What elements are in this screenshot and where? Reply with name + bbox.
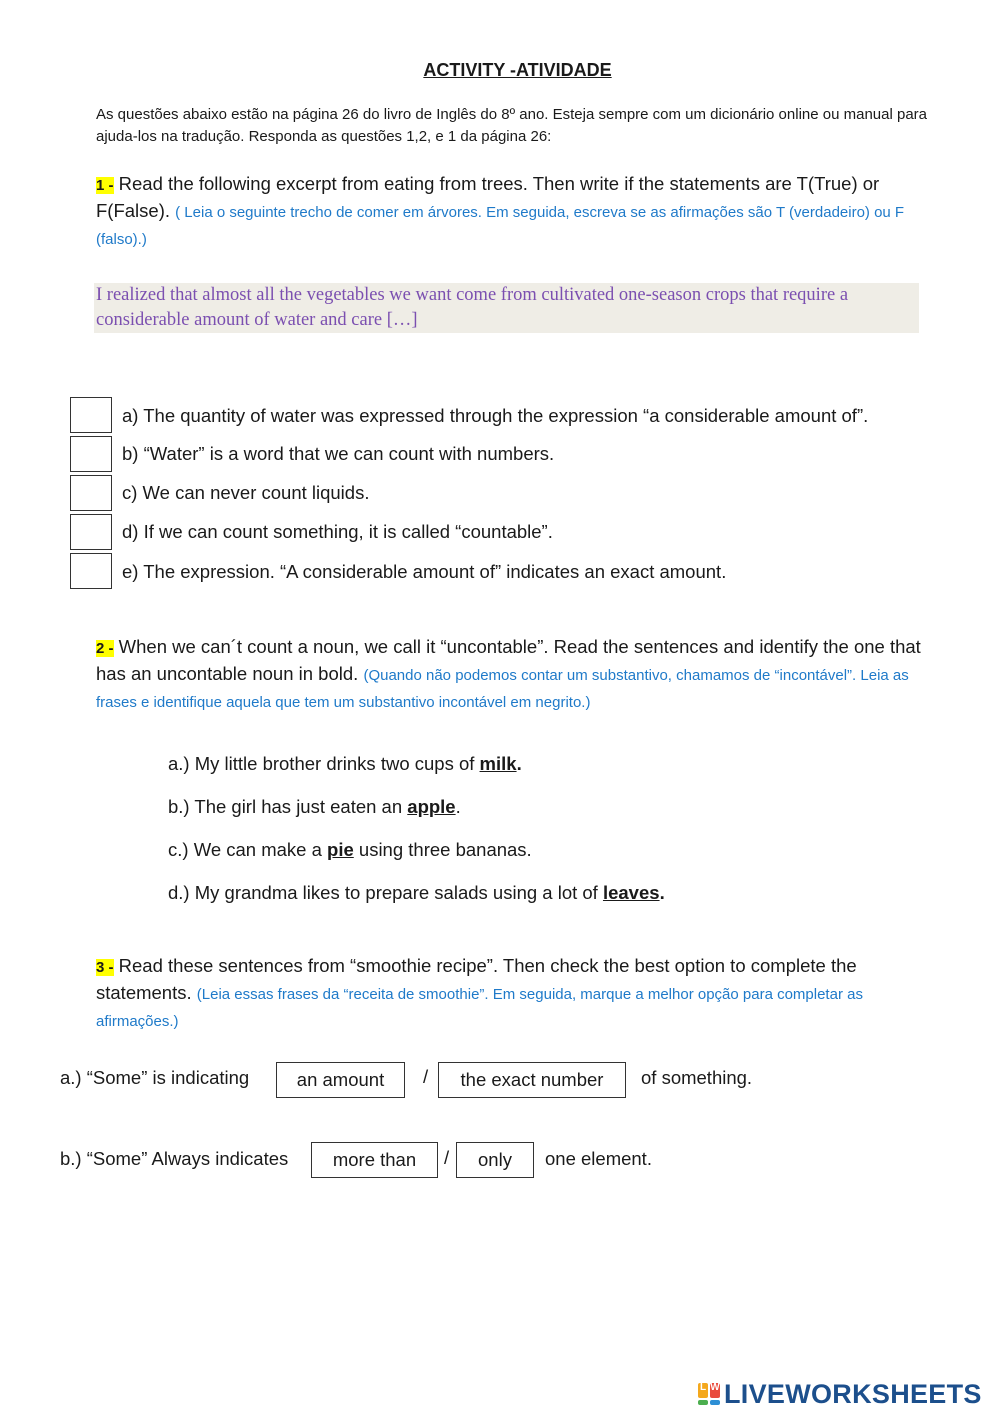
option-text: d.) My grandma likes to prepare salads using a lot of xyxy=(168,882,603,903)
logo-tile: L xyxy=(698,1383,708,1398)
statement-3b-end: one element. xyxy=(545,1148,652,1169)
bold-noun: apple xyxy=(407,796,456,817)
answer-box-b[interactable] xyxy=(70,436,112,472)
statement-3a-end: of something. xyxy=(641,1067,753,1088)
question-1-prompt xyxy=(96,171,946,252)
statement-3b-start: b.) “Some” Always indicates xyxy=(60,1148,289,1169)
question-translation: (Quando não podemos contar um substantivo, chamamos de “incontável”. Leia as frases e identifique aquela que tem um substantivo incontável em negrito.) xyxy=(96,667,909,711)
question-text: When we can´t count a noun, we call it “uncontable”. Read the sentences and identify the one that has an uncontable noun in bold. xyxy=(96,636,921,684)
option-b[interactable] xyxy=(168,796,461,818)
question-number: 2 - xyxy=(96,640,114,657)
statement-a: a) The quantity of water was expressed through the expression “a considerable amount of”. xyxy=(122,405,869,426)
logo-text: LIVEWORKSHEETS xyxy=(724,1378,982,1409)
choice-more-than[interactable]: more than xyxy=(311,1142,438,1178)
question-number: 3 - xyxy=(96,959,114,976)
question-translation: (Leia essas frases da “receita de smoothie”. Em seguida, marque a melhor opção para completar as afirmações.) xyxy=(96,986,863,1030)
question-2-prompt xyxy=(96,634,946,715)
option-end: . xyxy=(516,753,522,774)
statement-e: e) The expression. “A considerable amount of” indicates an exact amount. xyxy=(122,561,727,582)
instructions: As questões abaixo estão na página 26 do livro de Inglês do 8º ano. Esteja sempre com um dicionário online ou manual para ajuda-los na tradução. Responda as questões 1,2, e 1 da página 26: xyxy=(96,106,927,145)
question-text: Read the following excerpt from eating from trees. Then write if the statements are T(True) or F(False). xyxy=(96,173,880,221)
logo-tile: W xyxy=(710,1383,720,1398)
logo-tile xyxy=(698,1400,708,1405)
statement-3a-start: a.) “Some” is indicating xyxy=(60,1067,250,1088)
bold-noun: milk xyxy=(479,753,517,774)
option-end: using three bananas. xyxy=(353,839,532,860)
option-text: c.) We can make a xyxy=(168,839,328,860)
option-c[interactable] xyxy=(168,839,532,861)
answer-box-d[interactable] xyxy=(70,514,112,550)
option-d[interactable] xyxy=(168,882,665,904)
question-text: Read these sentences from “smoothie recipe”. Then check the best option to complete the statements. xyxy=(96,955,857,1003)
bold-noun: pie xyxy=(327,839,354,860)
option-text: a.) My little brother drinks two cups of xyxy=(168,753,480,774)
question-3-prompt xyxy=(96,953,946,1034)
bold-noun: leaves xyxy=(602,882,660,903)
statement-d: d) If we can count something, it is called “countable”. xyxy=(122,521,553,542)
question-number: 1 - xyxy=(96,177,114,194)
choice-separator: / xyxy=(423,1066,429,1087)
choice-exact-number[interactable]: the exact number xyxy=(438,1062,626,1098)
answer-box-e[interactable] xyxy=(70,553,112,589)
excerpt-box: I realized that almost all the vegetables we want come from cultivated one-season crops that require a considerable amount of water and care […] xyxy=(94,283,919,333)
logo-tile xyxy=(710,1400,720,1405)
logo-icon xyxy=(698,1383,720,1405)
liveworksheets-logo xyxy=(698,1378,982,1410)
option-end: . xyxy=(455,796,461,817)
option-text: b.) The girl has just eaten an xyxy=(168,796,408,817)
option-a[interactable] xyxy=(168,753,522,775)
answer-box-c[interactable] xyxy=(70,475,112,511)
question-translation: ( Leia o seguinte trecho de comer em árvores. Em seguida, escreva se as afirmações são T (verdadeiro) ou F (falso).) xyxy=(96,204,905,248)
answer-box-a[interactable] xyxy=(70,397,112,433)
statement-c: c) We can never count liquids. xyxy=(122,482,370,503)
choice-separator: / xyxy=(444,1147,450,1168)
choice-only[interactable]: only xyxy=(456,1142,534,1178)
statement-b: b) “Water” is a word that we can count with numbers. xyxy=(122,443,555,464)
choice-an-amount[interactable]: an amount xyxy=(276,1062,405,1098)
page-title: ACTIVITY -ATIVIDADE xyxy=(423,60,612,80)
option-end: . xyxy=(659,882,665,903)
